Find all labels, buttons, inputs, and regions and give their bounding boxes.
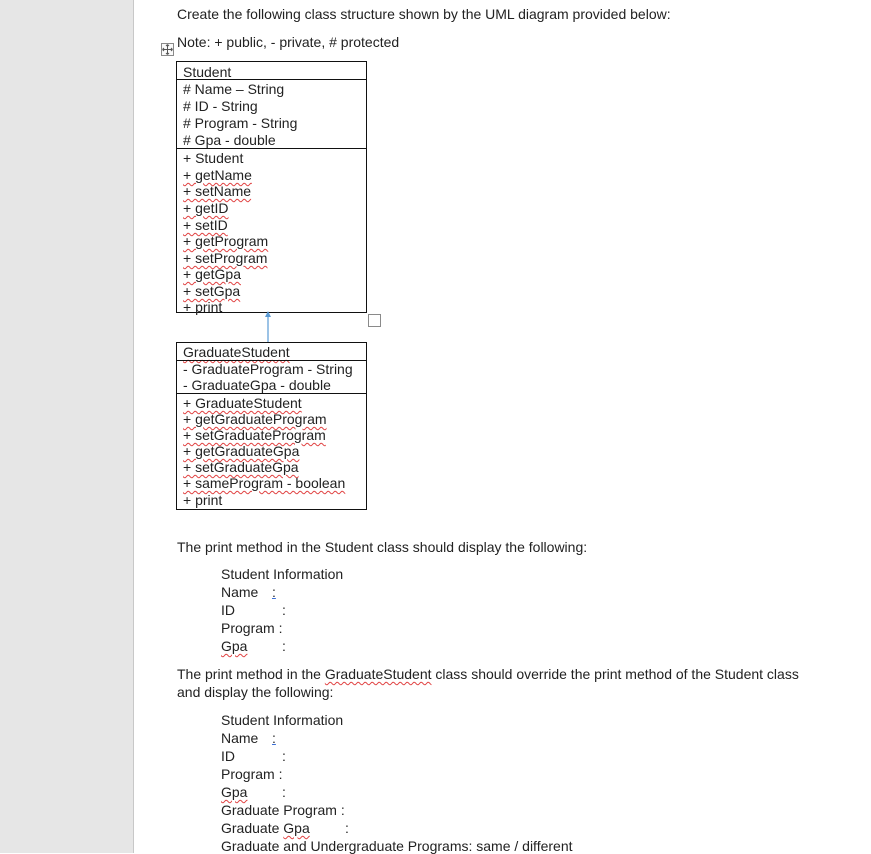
student-method: + getID — [183, 200, 229, 216]
output-id-label: ID — [221, 748, 235, 764]
output-gpa-colon: : — [282, 784, 286, 800]
output-gpa-label: Gpa — [221, 638, 248, 654]
student-attr-gpa: # Gpa - double — [183, 132, 276, 148]
output-program-label: Program : — [221, 620, 283, 636]
output-gpa-label: Gpa — [221, 784, 248, 800]
graduate-method: + setGraduateGpa — [183, 459, 299, 475]
graduate-class-box — [176, 342, 367, 510]
graduate-method: + GraduateStudent — [183, 395, 302, 411]
graduate-method: + getGraduateProgram — [183, 411, 327, 427]
student-method: + setName — [183, 183, 252, 199]
output-same-different-label: Graduate and Undergraduate Programs: same / different — [221, 838, 573, 854]
navigation-pane — [0, 0, 134, 853]
divider — [177, 148, 366, 149]
student-method: + getProgram — [183, 233, 269, 249]
paragraph-graduate-print-line2: and display the following: — [177, 684, 334, 700]
output-heading: Student Information — [221, 712, 344, 728]
output-name-colon: : — [272, 730, 276, 746]
output-name-label: Name — [221, 584, 259, 600]
output-graduate-gpa-colon: : — [345, 820, 349, 836]
student-attr: # Program - String — [183, 115, 298, 131]
student-method: + setGpa — [183, 283, 241, 299]
output-graduate-program-label: Graduate Program : — [221, 802, 345, 818]
note-text: Note: + public, - private, # protected — [177, 34, 400, 50]
output-heading: Student Information — [221, 566, 344, 582]
paragraph-student-print: The print method in the Student class should display the following: — [177, 539, 588, 555]
student-method: + setProgram — [183, 250, 268, 266]
student-method: + getName — [183, 167, 252, 183]
output-graduate-gpa-label: Graduate Gpa — [221, 820, 310, 836]
student-class-name: Student — [183, 64, 232, 80]
student-method: + setID — [183, 217, 228, 233]
graduate-method: + getGraduateGpa — [183, 443, 300, 459]
student-attr: # ID - String — [183, 98, 258, 114]
output-id-label: ID — [221, 602, 235, 618]
graduate-method: + setGraduateProgram — [183, 427, 326, 443]
divider — [177, 79, 366, 80]
paragraph-graduate-print: The print method in the GraduateStudent class should override the print method of the Student class — [177, 666, 799, 682]
inheritance-arrow-icon — [262, 310, 274, 342]
student-method: + getGpa — [183, 266, 241, 282]
divider — [177, 393, 366, 394]
student-class-box — [176, 61, 367, 313]
graduate-attr: - GraduateProgram - String — [183, 361, 353, 377]
student-attr: # Name – String — [183, 81, 285, 97]
output-gpa-colon: : — [282, 638, 286, 654]
table-move-handle-icon[interactable] — [161, 43, 174, 56]
graduate-attr: - GraduateGpa - double — [183, 377, 331, 393]
student-method: + print — [183, 299, 223, 315]
student-method: + Student — [183, 150, 244, 166]
output-id-colon: : — [282, 602, 286, 618]
graduate-method: + print — [183, 492, 223, 508]
graduate-class-name: GraduateStudent — [183, 344, 290, 360]
output-name-label: Name — [221, 730, 259, 746]
intro-text: Create the following class structure shown by the UML diagram provided below: — [177, 6, 671, 22]
output-name-colon: : — [272, 584, 276, 600]
output-program-label: Program : — [221, 766, 283, 782]
output-id-colon: : — [282, 748, 286, 764]
table-resize-handle[interactable] — [368, 314, 381, 327]
graduate-method: + sameProgram - boolean — [183, 475, 346, 491]
